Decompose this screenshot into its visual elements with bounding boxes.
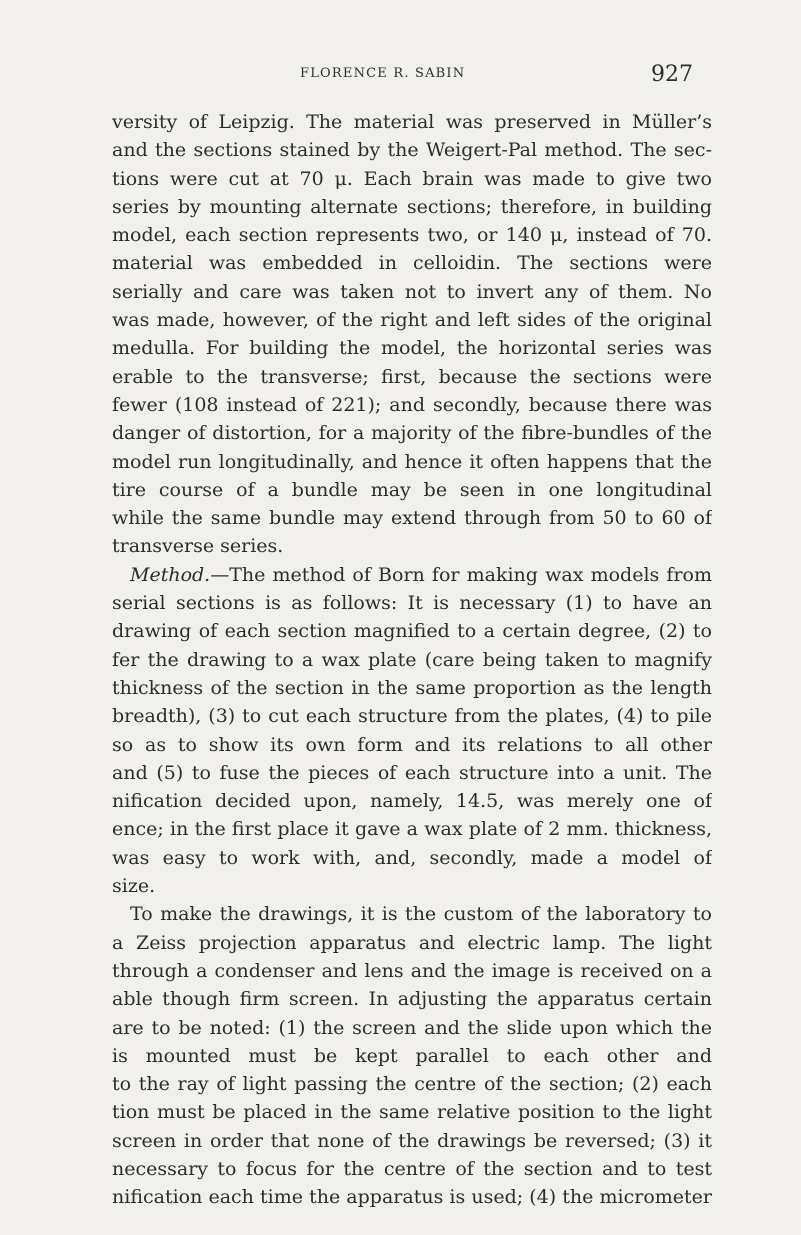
page-number: 927 xyxy=(651,62,693,87)
text-line: model, each section represents two, or 140 μ, instead of 70. xyxy=(112,224,712,247)
text-line: erable to the transverse; first, because the sections were xyxy=(112,365,712,388)
method-first-line-text: —The method of Born for making wax models from xyxy=(210,563,712,586)
text-line: transverse series. xyxy=(112,535,284,558)
text-line: versity of Leipzig. The material was preserved in Müller’s xyxy=(112,111,712,133)
text-line: size. xyxy=(112,875,156,898)
text-line: danger of distortion, for a majority of the fibre-bundles of the xyxy=(112,422,712,445)
text-line: ence; in the first place it gave a wax plate of 2 mm. thickness, xyxy=(112,818,712,841)
method-heading: Method. xyxy=(130,563,211,586)
text-line: able though firm screen. In adjusting the apparatus certain xyxy=(112,988,712,1011)
text-line: and (5) to fuse the pieces of each structure into a unit. The xyxy=(112,761,712,784)
text-line: so as to show its own form and its relations to all other xyxy=(112,733,712,756)
text-line: drawing of each section magnified to a certain degree, (2) to xyxy=(112,620,712,643)
text-line: necessary to focus for the centre of the section and to test xyxy=(112,1157,712,1180)
text-line: model run longitudinally, and hence it often happens that the xyxy=(112,450,712,473)
text-line: tion must be placed in the same relative position to the light xyxy=(112,1101,712,1124)
text-line: medulla. For building the model, the horizontal series was xyxy=(112,337,712,360)
text-line: nification each time the apparatus is used; (4) the micrometer xyxy=(112,1186,712,1209)
text-line: fer the drawing to a wax plate (care being taken to magnify xyxy=(112,648,712,671)
text-line: To make the drawings, it is the custom of the laboratory to xyxy=(130,903,712,926)
text-line: to the ray of light passing the centre of the section; (2) each xyxy=(112,1073,712,1096)
running-title: FLORENCE R. SABIN xyxy=(300,66,466,81)
text-line: a Zeiss projection apparatus and electric lamp. The light xyxy=(112,931,712,954)
text-line: breadth), (3) to cut each structure from the plates, (4) to pile xyxy=(112,705,712,728)
text-line: tions were cut at 70 μ. Each brain was made to give two xyxy=(112,167,712,190)
text-line: tire course of a bundle may be seen in one longitudinal xyxy=(112,478,712,501)
text-line: serially and care was taken not to invert any of them. No xyxy=(112,280,712,303)
text-line: material was embedded in celloidin. The sections were xyxy=(112,252,712,275)
text-line: series by mounting alternate sections; therefore, in building xyxy=(112,195,712,218)
text-line: fewer (108 instead of 221); and secondly, because there was xyxy=(112,393,712,416)
text-line: screen in order that none of the drawings be reversed; (3) it xyxy=(112,1129,712,1152)
method-first-line xyxy=(112,561,712,589)
text-line: was made, however, of the right and left sides of the original xyxy=(112,309,712,332)
text-line: through a condenser and lens and the image is received on a xyxy=(112,959,712,982)
text-line: while the same bundle may extend through from 50 to 60 of xyxy=(112,507,712,530)
body-text xyxy=(112,108,712,1212)
text-line: are to be noted: (1) the screen and the slide upon which the xyxy=(112,1016,712,1039)
text-line: nification decided upon, namely, 14.5, was merely one of xyxy=(112,790,712,813)
text-line: is mounted must be kept parallel to each other and xyxy=(112,1044,712,1067)
text-line: was easy to work with, and, secondly, made a model of xyxy=(112,846,712,869)
text-line: thickness of the section in the same proportion as the length xyxy=(112,676,712,699)
text-line: serial sections is as follows: It is necessary (1) to have an xyxy=(112,592,712,615)
text-line: and the sections stained by the Weigert-Pal method. The sec- xyxy=(112,139,712,162)
